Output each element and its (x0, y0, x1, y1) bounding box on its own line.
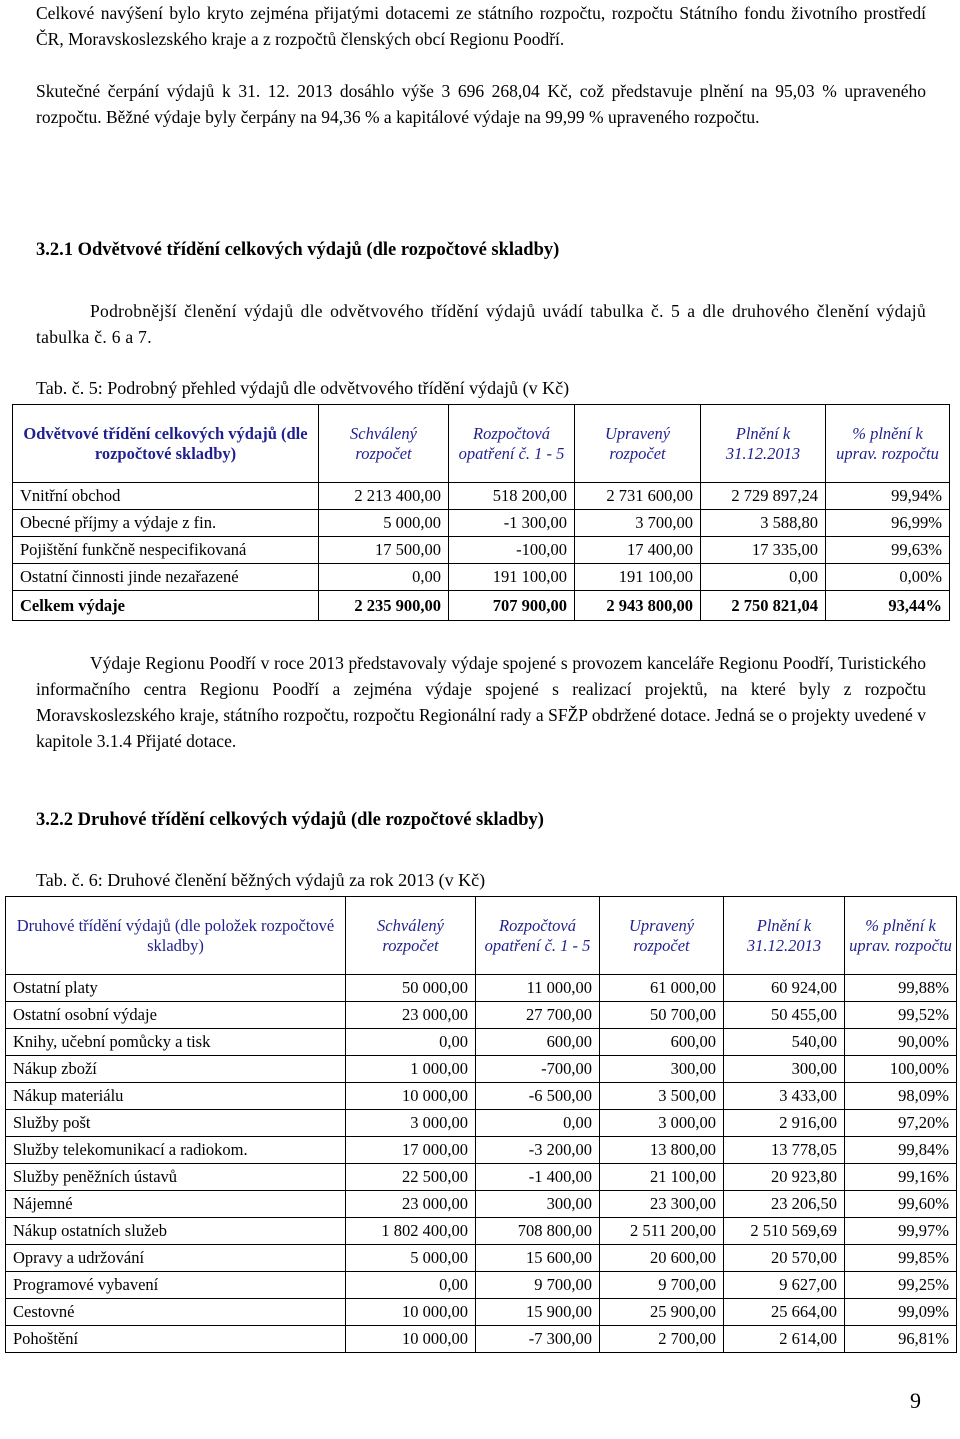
table-cell: Ostatní osobní výdaje (6, 1002, 346, 1029)
table-cell: Pojištění funkčně nespecifikovaná (13, 537, 319, 564)
table-cell: Programové vybavení (6, 1272, 346, 1299)
table-cell: Nákup zboží (6, 1056, 346, 1083)
table-cell: 15 900,00 (476, 1299, 600, 1326)
table-cell: 99,63% (826, 537, 950, 564)
table-cell: 2 700,00 (600, 1326, 724, 1353)
table-cell: Služby pošt (6, 1110, 346, 1137)
table-cell: -100,00 (449, 537, 575, 564)
table-cell: 2 614,00 (724, 1326, 845, 1353)
table-cell: 2 510 569,69 (724, 1218, 845, 1245)
table-total-row (13, 591, 950, 621)
table-6-header-category: Druhové třídění výdajů (dle položek rozpočtové skladby) (6, 897, 346, 975)
table-cell: 300,00 (476, 1191, 600, 1218)
table-cell: -700,00 (476, 1056, 600, 1083)
table-cell: 23 300,00 (600, 1191, 724, 1218)
table-cell: 2 511 200,00 (600, 1218, 724, 1245)
table-cell: 3 000,00 (600, 1110, 724, 1137)
table-5-header-category: Odvětvové třídění celkových výdajů (dle rozpočtové skladby) (13, 405, 319, 483)
table-6-header-measures: Rozpočtová opatření č. 1 - 5 (476, 897, 600, 975)
expenditure-paragraph: Výdaje Regionu Poodří v roce 2013 představovaly výdaje spojené s provozem kanceláře Regionu Poodří, Turistického informačního centra Regionu Poodří a zejména výdaje spojené s realizací projektů, na které byly z rozpočtu Moravskoslezského kraje, státního rozpočtu, rozpočtu Regionální rady a SFŽP obdržené dotace. Jedná se o projekty uvedené v kapitole 3.1.4 Přijaté dotace. (36, 653, 926, 751)
table-cell: 1 000,00 (346, 1056, 476, 1083)
table-cell: 518 200,00 (449, 483, 575, 510)
table-cell: 20 570,00 (724, 1245, 845, 1272)
table-cell: 99,97% (845, 1218, 957, 1245)
table-cell: 540,00 (724, 1029, 845, 1056)
table-5-header-measures: Rozpočtová opatření č. 1 - 5 (449, 405, 575, 483)
table-cell: 0,00 (346, 1029, 476, 1056)
table-cell: 13 800,00 (600, 1137, 724, 1164)
table-cell: 23 206,50 (724, 1191, 845, 1218)
table-cell: Nákup materiálu (6, 1083, 346, 1110)
table-5-header-fulfilled: Plnění k 31.12.2013 (701, 405, 826, 483)
table-row (13, 564, 950, 591)
table-row (6, 1029, 957, 1056)
table-cell: 17 500,00 (319, 537, 449, 564)
table-cell: 96,99% (826, 510, 950, 537)
table-row (6, 1056, 957, 1083)
table-row (6, 1110, 957, 1137)
table-cell: -1 400,00 (476, 1164, 600, 1191)
table-6 (5, 896, 957, 1353)
table-cell: -1 300,00 (449, 510, 575, 537)
table-cell: 13 778,05 (724, 1137, 845, 1164)
table-row (6, 1245, 957, 1272)
table-6-header-adjusted: Upravený rozpočet (600, 897, 724, 975)
table-cell: 50 000,00 (346, 975, 476, 1002)
table-cell: Vnitřní obchod (13, 483, 319, 510)
table-cell: 25 664,00 (724, 1299, 845, 1326)
table-cell: 600,00 (600, 1029, 724, 1056)
table-cell: 707 900,00 (449, 591, 575, 621)
table-6-header-fulfilled: Plnění k 31.12.2013 (724, 897, 845, 975)
table-6-header-approved: Schválený rozpočet (346, 897, 476, 975)
table-row (13, 537, 950, 564)
table-cell: 2 916,00 (724, 1110, 845, 1137)
table-cell: 50 455,00 (724, 1002, 845, 1029)
table-cell: 20 923,80 (724, 1164, 845, 1191)
table-cell: 2 731 600,00 (575, 483, 701, 510)
table-cell: 15 600,00 (476, 1245, 600, 1272)
table-cell: 191 100,00 (575, 564, 701, 591)
table-cell: Služby telekomunikací a radiokom. (6, 1137, 346, 1164)
intro-paragraph-1: Celkové navýšení bylo kryto zejména přijatými dotacemi ze státního rozpočtu, rozpočtu Státního fondu životního prostředí ČR, Moravskoslezského kraje a z rozpočtů členských obcí Regionu Poodří. (36, 3, 926, 49)
table-cell: 27 700,00 (476, 1002, 600, 1029)
table-5-header-adjusted: Upravený rozpočet (575, 405, 701, 483)
table-row (6, 1191, 957, 1218)
section-heading-3-2-2: 3.2.2 Druhové třídění celkových výdajů (dle rozpočtové skladby) (36, 810, 544, 830)
table-cell: 0,00 (319, 564, 449, 591)
table-cell: 600,00 (476, 1029, 600, 1056)
table-cell: 5 000,00 (346, 1245, 476, 1272)
table-row (13, 483, 950, 510)
table-cell: 90,00% (845, 1029, 957, 1056)
table-cell: 0,00 (476, 1110, 600, 1137)
table-cell: Pohoštění (6, 1326, 346, 1353)
table-row (13, 510, 950, 537)
table-cell: 300,00 (600, 1056, 724, 1083)
table-5-header-approved: Schválený rozpočet (319, 405, 449, 483)
table-cell: Služby peněžních ústavů (6, 1164, 346, 1191)
table-cell: 1 802 400,00 (346, 1218, 476, 1245)
page-number: 9 (910, 1388, 921, 1413)
table-cell: 17 400,00 (575, 537, 701, 564)
table-cell: 0,00 (701, 564, 826, 591)
table-row (6, 1137, 957, 1164)
table-row (6, 1164, 957, 1191)
table-cell: 2 943 800,00 (575, 591, 701, 621)
table-cell: 3 433,00 (724, 1083, 845, 1110)
table-row (6, 1002, 957, 1029)
table-cell: 99,94% (826, 483, 950, 510)
table-cell: 10 000,00 (346, 1299, 476, 1326)
table-cell: Obecné příjmy a výdaje z fin. (13, 510, 319, 537)
section-3-2-1-text: Podrobnější členění výdajů dle odvětvového třídění výdajů uvádí tabulka č. 5 a dle druhového členění výdajů tabulka č. 6 a 7. (36, 301, 926, 347)
table-cell: 9 700,00 (600, 1272, 724, 1299)
table-cell: 17 335,00 (701, 537, 826, 564)
table-cell: Knihy, učební pomůcky a tisk (6, 1029, 346, 1056)
table-cell: 23 000,00 (346, 1191, 476, 1218)
table-6-caption: Tab. č. 6: Druhové členění běžných výdajů za rok 2013 (v Kč) (36, 870, 486, 890)
table-5-header-row (13, 405, 950, 483)
table-cell: 3 500,00 (600, 1083, 724, 1110)
table-row (6, 1218, 957, 1245)
table-cell: 97,20% (845, 1110, 957, 1137)
table-cell: -3 200,00 (476, 1137, 600, 1164)
table-cell: Ostatní platy (6, 975, 346, 1002)
table-cell: 99,84% (845, 1137, 957, 1164)
table-6-header-row (6, 897, 957, 975)
table-cell: 300,00 (724, 1056, 845, 1083)
table-row (6, 975, 957, 1002)
table-cell: 2 750 821,04 (701, 591, 826, 621)
table-cell: 22 500,00 (346, 1164, 476, 1191)
table-cell: 99,09% (845, 1299, 957, 1326)
table-cell: -6 500,00 (476, 1083, 600, 1110)
table-cell: 20 600,00 (600, 1245, 724, 1272)
table-cell: Nákup ostatních služeb (6, 1218, 346, 1245)
table-cell: Cestovné (6, 1299, 346, 1326)
table-cell: 0,00 (346, 1272, 476, 1299)
table-cell: 11 000,00 (476, 975, 600, 1002)
table-cell: 21 100,00 (600, 1164, 724, 1191)
table-cell: 2 235 900,00 (319, 591, 449, 621)
section-heading-3-2-1: 3.2.1 Odvětvové třídění celkových výdajů (dle rozpočtové skladby) (36, 240, 560, 260)
table-row (6, 1299, 957, 1326)
table-cell: Ostatní činnosti jinde nezařazené (13, 564, 319, 591)
table-cell: 50 700,00 (600, 1002, 724, 1029)
table-cell: 17 000,00 (346, 1137, 476, 1164)
table-cell: 99,88% (845, 975, 957, 1002)
table-cell: 23 000,00 (346, 1002, 476, 1029)
table-5-caption: Tab. č. 5: Podrobný přehled výdajů dle odvětvového třídění výdajů (v Kč) (36, 378, 570, 398)
table-cell: 100,00% (845, 1056, 957, 1083)
table-cell: 99,25% (845, 1272, 957, 1299)
table-cell: 10 000,00 (346, 1326, 476, 1353)
table-cell: Nájemné (6, 1191, 346, 1218)
table-cell: 99,60% (845, 1191, 957, 1218)
table-cell: 98,09% (845, 1083, 957, 1110)
table-cell: -7 300,00 (476, 1326, 600, 1353)
table-row (6, 1272, 957, 1299)
table-cell: 9 700,00 (476, 1272, 600, 1299)
table-cell: 60 924,00 (724, 975, 845, 1002)
table-cell: 2 729 897,24 (701, 483, 826, 510)
table-row (6, 1083, 957, 1110)
table-cell: 3 588,80 (701, 510, 826, 537)
table-cell: 191 100,00 (449, 564, 575, 591)
table-cell: 2 213 400,00 (319, 483, 449, 510)
table-cell: 99,85% (845, 1245, 957, 1272)
intro-paragraph-2: Skutečné čerpání výdajů k 31. 12. 2013 dosáhlo výše 3 696 268,04 Kč, což představuje plnění na 95,03 % upraveného rozpočtu. Běžné výdaje byly čerpány na 94,36 % a kapitálové výdaje na 99,99 % upraveného rozpočtu. (36, 81, 926, 127)
table-5-header-percent: % plnění k uprav. rozpočtu (826, 405, 950, 483)
table-cell: 93,44% (826, 591, 950, 621)
table-cell: 0,00% (826, 564, 950, 591)
table-cell: 3 000,00 (346, 1110, 476, 1137)
table-cell: 10 000,00 (346, 1083, 476, 1110)
table-cell: 99,16% (845, 1164, 957, 1191)
table-row (6, 1326, 957, 1353)
table-5 (12, 404, 950, 621)
table-cell: 61 000,00 (600, 975, 724, 1002)
table-6-header-percent: % plnění k uprav. rozpočtu (845, 897, 957, 975)
table-cell: 99,52% (845, 1002, 957, 1029)
table-cell: 96,81% (845, 1326, 957, 1353)
table-cell: Celkem výdaje (13, 591, 319, 621)
table-cell: 708 800,00 (476, 1218, 600, 1245)
table-cell: 9 627,00 (724, 1272, 845, 1299)
table-cell: Opravy a udržování (6, 1245, 346, 1272)
table-cell: 5 000,00 (319, 510, 449, 537)
table-cell: 25 900,00 (600, 1299, 724, 1326)
table-cell: 3 700,00 (575, 510, 701, 537)
